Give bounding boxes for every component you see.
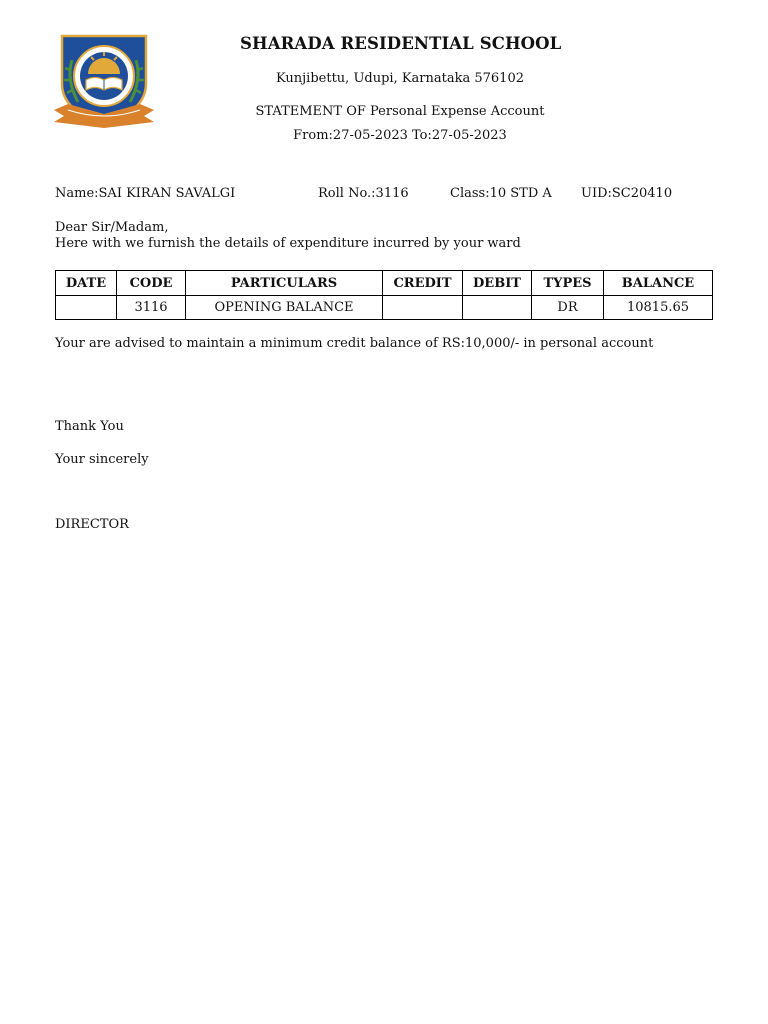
school-name: SHARADA RESIDENTIAL SCHOOL — [240, 34, 562, 53]
signatory: DIRECTOR — [55, 517, 129, 532]
statement-table — [55, 270, 713, 320]
school-crest-icon — [52, 30, 156, 130]
cell-code: 3116 — [117, 296, 186, 320]
column-header-types: TYPES — [532, 271, 604, 296]
school-address: Kunjibettu, Udupi, Karnataka 576102 — [275, 71, 524, 86]
cell-debit — [463, 296, 532, 320]
closing-text: Your sincerely — [55, 452, 149, 467]
table-header-row — [56, 271, 713, 296]
column-header-debit: DEBIT — [463, 271, 532, 296]
student-roll-no: Roll No.:3116 — [318, 186, 409, 201]
column-header-code: CODE — [117, 271, 186, 296]
cell-credit — [383, 296, 463, 320]
cell-types: DR — [532, 296, 604, 320]
cell-particulars: OPENING BALANCE — [186, 296, 383, 320]
advice-text: Your are advised to maintain a minimum credit balance of RS:10,000/- in personal account — [55, 336, 654, 351]
cell-balance: 10815.65 — [604, 296, 713, 320]
column-header-credit: CREDIT — [383, 271, 463, 296]
intro-text: Here with we furnish the details of expenditure incurred by your ward — [55, 236, 521, 251]
thanks-text: Thank You — [55, 419, 124, 434]
school-logo — [52, 30, 156, 130]
student-class: Class:10 STD A — [450, 186, 552, 201]
statement-title: STATEMENT OF Personal Expense Account — [255, 104, 545, 119]
column-header-particulars: PARTICULARS — [186, 271, 383, 296]
salutation: Dear Sir/Madam, — [55, 220, 169, 235]
statement-period: From:27-05-2023 To:27-05-2023 — [293, 128, 507, 143]
student-uid: UID:SC20410 — [581, 186, 673, 201]
column-header-date: DATE — [56, 271, 117, 296]
student-name: Name:SAI KIRAN SAVALGI — [55, 186, 236, 201]
table-row — [56, 296, 713, 320]
column-header-balance: BALANCE — [604, 271, 713, 296]
cell-date — [56, 296, 117, 320]
